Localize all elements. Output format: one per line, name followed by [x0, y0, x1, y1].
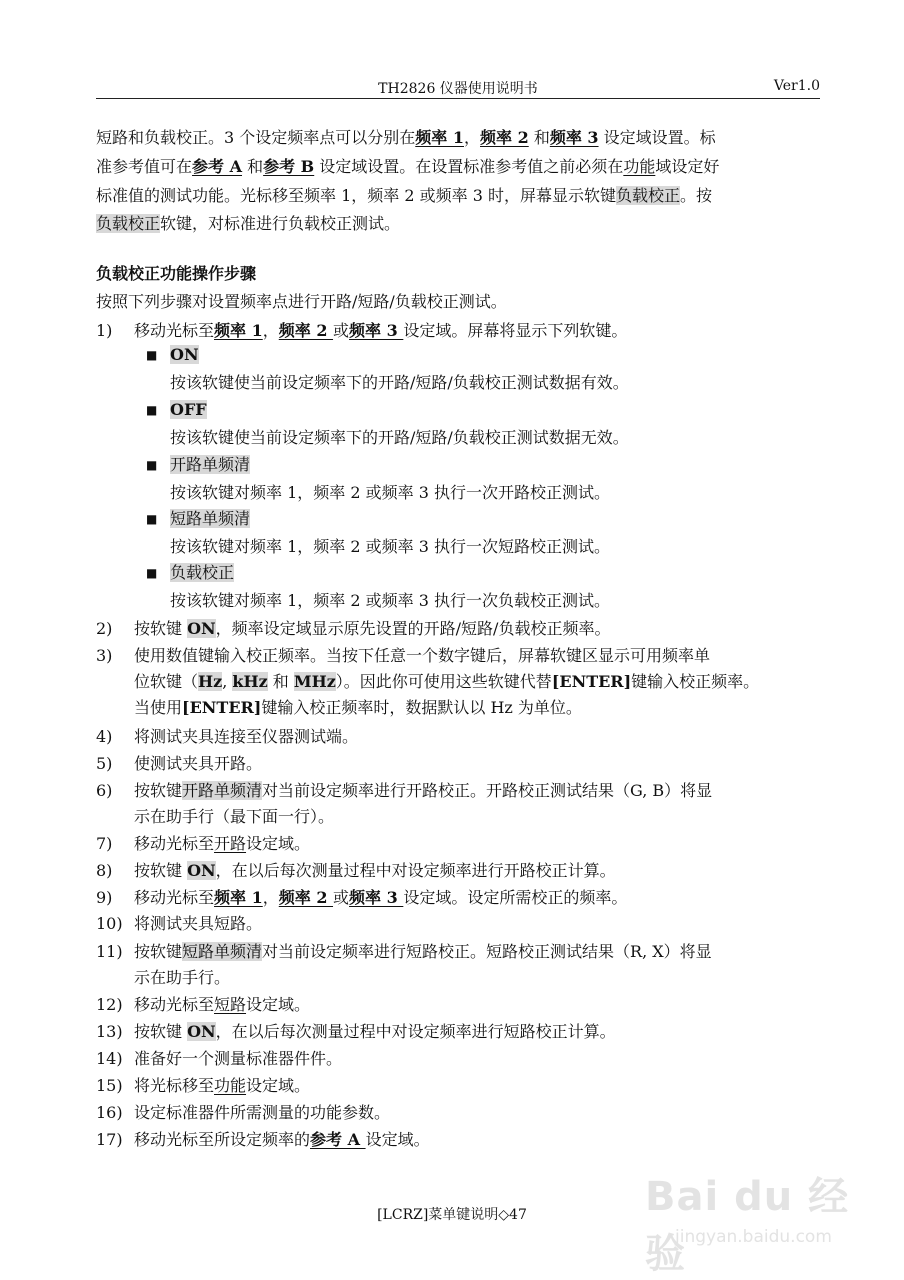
text: 设定域设置。在设置标准参考值之前必须在 — [314, 157, 624, 176]
text: 。按 — [680, 186, 713, 205]
field-open: 开路 — [214, 834, 247, 853]
intro-line-3 — [96, 186, 712, 206]
text: 设定域。屏幕将显示下列软键。 — [403, 321, 628, 340]
step-number: 9) — [96, 888, 113, 907]
softkey-hz: Hz — [198, 672, 223, 691]
step-number: 7) — [96, 834, 113, 853]
softkey-short-desc: 按该软键对频率 1，频率 2 或频率 3 执行一次短路校正测试。 — [170, 537, 610, 556]
text: ，频率设定域显示原先设置的开路/短路/负载校正频率。 — [215, 619, 611, 638]
text: 标准值的测试功能。光标移至频率 1，频率 2 或频率 3 时，屏幕显示软键 — [96, 186, 616, 205]
softkey-label: 负载校正 — [170, 563, 235, 582]
text: 使用数值键输入校正频率。当按下任意一个数字键后，屏幕软键区显示可用频率单 — [134, 646, 711, 665]
field-function: 功能 — [214, 1076, 247, 1095]
text: 设定域。 — [246, 995, 311, 1014]
field-freq2: 频率 2 — [480, 128, 529, 147]
step-number: 13) — [96, 1022, 123, 1041]
page-footer: [LCRZ]菜单键说明◇47 — [377, 1207, 527, 1223]
header-title: TH2826 仪器使用说明书 — [378, 81, 538, 97]
text: 和 — [242, 157, 264, 176]
text: 对当前设定频率进行开路校正。开路校正测试结果（G, B）将显 — [262, 781, 713, 800]
text: 短路和负载校正。3 个设定频率点可以分别在 — [96, 128, 416, 147]
bullet-icon: ■ — [146, 512, 158, 526]
field-freq3: 频率 3 — [349, 888, 404, 907]
text: 或 — [333, 888, 350, 907]
softkey-load-correction: 负载校正 — [96, 214, 161, 233]
step-number: 1) — [96, 321, 113, 340]
text: 按软键 — [134, 1022, 188, 1041]
text: ， — [262, 888, 279, 907]
text: 域设定好 — [655, 157, 720, 176]
step-number: 16) — [96, 1103, 123, 1122]
text: 按软键 — [134, 861, 188, 880]
text: 移动光标至 — [134, 995, 215, 1014]
text: ，在以后每次测量过程中对设定频率进行开路校正计算。 — [215, 861, 616, 880]
text: 设定域。设定所需校正的频率。 — [403, 888, 628, 907]
field-ref-a: 参考 A — [310, 1130, 366, 1149]
field-freq2: 频率 2 — [278, 888, 334, 907]
softkey-off-label — [170, 400, 207, 420]
step-number: 12) — [96, 995, 123, 1014]
text: 准参考值可在 — [96, 157, 193, 176]
text: 设定域。 — [246, 1076, 311, 1095]
softkey-load-correction: 负载校正 — [615, 186, 680, 205]
step-3-line-3 — [134, 698, 582, 718]
softkey-open-desc: 按该软键对频率 1，频率 2 或频率 3 执行一次开路校正测试。 — [170, 483, 610, 502]
softkey-label: ON — [170, 345, 199, 364]
header-version: Ver1.0 — [773, 78, 820, 94]
text: ， — [262, 321, 279, 340]
text: 设定域设置。标 — [598, 128, 716, 147]
softkey-load-desc: 按该软键对频率 1，频率 2 或频率 3 执行一次负载校正测试。 — [170, 591, 610, 610]
softkey-on: ON — [187, 861, 216, 880]
text: 按软键 — [134, 781, 183, 800]
softkey-label: OFF — [170, 400, 207, 419]
softkey-khz: kHz — [232, 672, 268, 691]
field-ref-b: 参考 B — [263, 157, 315, 176]
text: 位软键（ — [134, 672, 199, 691]
text: 将光标移至 — [134, 1076, 215, 1095]
text: 准备好一个测量标准器件件。 — [134, 1049, 343, 1068]
field-ref-a: 参考 A — [192, 157, 243, 176]
softkey-on: ON — [187, 619, 216, 638]
text: 或 — [333, 321, 350, 340]
text: 移动光标至所设定频率的 — [134, 1130, 311, 1149]
softkey-mhz: MHz — [293, 672, 336, 691]
intro-line-4 — [96, 214, 400, 234]
step-number: 4) — [96, 727, 113, 746]
step-number: 15) — [96, 1076, 123, 1095]
text: 按软键 — [134, 942, 183, 961]
baidu-logo: Bai du 经验 — [645, 1174, 850, 1277]
field-short: 短路 — [214, 995, 247, 1014]
bullet-icon: ■ — [146, 403, 158, 417]
softkey-load-label — [170, 563, 234, 583]
step-number: 5) — [96, 754, 113, 773]
step-number: 2) — [96, 619, 113, 638]
field-freq3: 频率 3 — [549, 128, 599, 147]
step-3-line-2 — [134, 672, 759, 692]
text: 软键，对标准进行负载校正测试。 — [160, 214, 401, 233]
text: 按软键 — [134, 619, 188, 638]
text: 设定域。 — [365, 1130, 430, 1149]
text: 和 — [267, 672, 294, 691]
text: 移动光标至 — [134, 321, 215, 340]
field-freq1: 频率 1 — [214, 321, 263, 340]
watermark — [645, 1165, 865, 1277]
softkey-on-desc: 按该软键使当前设定频率下的开路/短路/负载校正测试数据有效。 — [170, 373, 629, 392]
step-11-line-2: 示在助手行。 — [134, 968, 231, 987]
text: 键输入校正频率时，数据默认以 Hz 为单位。 — [261, 698, 582, 717]
softkey-open-clear: 开路单频清 — [182, 781, 263, 800]
step-number: 17) — [96, 1130, 123, 1149]
header-rule — [96, 98, 820, 99]
page-header — [96, 78, 820, 98]
intro-line-1 — [96, 128, 716, 148]
text: 移动光标至 — [134, 834, 215, 853]
text: ，在以后每次测量过程中对设定频率进行短路校正计算。 — [215, 1022, 616, 1041]
text: 将测试夹具连接至仪器测试端。 — [134, 727, 359, 746]
step-number: 8) — [96, 861, 113, 880]
softkey-on: ON — [187, 1022, 216, 1041]
step-6-line-2: 示在助手行（最下面一行）。 — [134, 807, 335, 826]
bullet-icon: ■ — [146, 458, 158, 472]
section-title: 负载校正功能操作步骤 — [96, 264, 257, 283]
step-number: 10) — [96, 914, 123, 933]
section-intro: 按照下列步骤对设置频率点进行开路/短路/负载校正测试。 — [96, 292, 507, 311]
softkey-label: 开路单频清 — [170, 455, 251, 474]
text: 将测试夹具短路。 — [134, 914, 263, 933]
intro-line-2 — [96, 157, 719, 177]
field-freq3: 频率 3 — [349, 321, 404, 340]
softkey-on-label — [170, 345, 199, 365]
bullet-icon: ■ — [146, 348, 158, 362]
key-enter: [ENTER] — [182, 698, 262, 717]
field-freq1: 频率 1 — [214, 888, 263, 907]
text: 设定标准器件所需测量的功能参数。 — [134, 1103, 391, 1122]
key-enter: [ENTER] — [551, 672, 632, 691]
text: 移动光标至 — [134, 888, 215, 907]
step-number: 14) — [96, 1049, 123, 1068]
softkey-label: 短路单频清 — [170, 509, 251, 528]
text: ， — [464, 128, 481, 147]
text: 当使用 — [134, 698, 183, 717]
step-number: 11) — [96, 942, 123, 961]
text: 键输入校正频率。 — [631, 672, 760, 691]
text: 设定域。 — [246, 834, 311, 853]
field-freq1: 频率 1 — [415, 128, 464, 147]
watermark-url: jingyan.baidu.com — [675, 1227, 832, 1247]
softkey-short-label — [170, 509, 250, 529]
softkey-off-desc: 按该软键使当前设定频率下的开路/短路/负载校正测试数据无效。 — [170, 428, 629, 447]
step-number: 6) — [96, 781, 113, 800]
field-freq2: 频率 2 — [278, 321, 334, 340]
text: ）。因此你可使用这些软键代替 — [335, 672, 552, 691]
softkey-short-clear: 短路单频清 — [182, 942, 263, 961]
field-function: 功能 — [623, 157, 656, 176]
text: 对当前设定频率进行短路校正。短路校正测试结果（R, X）将显 — [262, 942, 712, 961]
softkey-open-label — [170, 455, 250, 475]
text: 使测试夹具开路。 — [134, 754, 263, 773]
text: 和 — [528, 128, 550, 147]
step-number: 3) — [96, 646, 113, 665]
text: , — [222, 672, 233, 691]
bullet-icon: ■ — [146, 566, 158, 580]
